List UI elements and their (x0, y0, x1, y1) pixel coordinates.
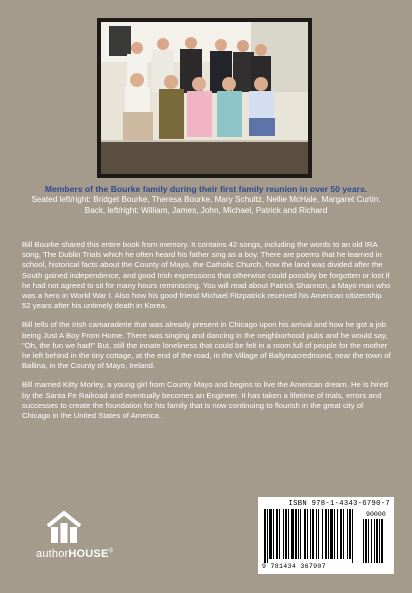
barcode-bar (264, 509, 266, 563)
barcode-bar (312, 509, 314, 559)
isbn-number: ISBN 978-1-4343-6790-7 (288, 500, 390, 508)
barcode-bar (288, 509, 289, 559)
publisher-name: authorHOUSE® (36, 548, 114, 560)
barcode-bar (328, 509, 329, 559)
barcode-bar (276, 509, 278, 559)
description-paragraph-2: Bill tells of the Irish camaraderie that was already present in Chicago upon his arrival and how he got a job being Just A Boy From Home. There was singing and dancing in the neighborhood pubs and he would say, "Oh, the fun we had!" But, still the innate loneliness that could be felt in a room full of people for the mother he left behind in the tiny cottage, at the end of the road, in the Village of Ballymacredmond, near the town of Ballina, in the County of Mayo, Ireland. (22, 320, 391, 371)
barcode-digits: 9 781434 367907 (262, 563, 326, 570)
barcode-bar (283, 509, 284, 559)
addon-bar (379, 519, 380, 563)
barcode-bar (349, 509, 351, 559)
barcode-bar (318, 509, 319, 559)
barcode-bar (330, 509, 333, 559)
family-photo-frame (97, 18, 312, 178)
barcode-bar (298, 509, 299, 559)
barcode-bar (337, 509, 338, 559)
barcode-bar (347, 509, 348, 559)
barcode-bar (343, 509, 344, 559)
addon-bar (381, 519, 383, 563)
description-paragraph-1: Bill Bourke shared this entire book from memory. It contains 42 songs, including the words to an old IRA song, The Dublin Trials which he often heard his father sing as a boy. There are poems that he learned in school, historical facts about the County of Mayo, the Catholic Church, how the land was divided after the South gained independence, and good Irish expressions that otherwise could possibly be forgotten or lost if he had not agreed to sit for many hours reminiscing. You will read about Patrick Shannon, a Mayo man who was a hero in World War I. Also how his good friend Michael Fitzpatrick received his American citizenship 52 years after his untimely death in Korea. (22, 240, 391, 311)
book-description (22, 240, 392, 430)
barcode-bar (279, 509, 280, 559)
price-code: 90000 (366, 511, 386, 518)
barcode-bar (267, 509, 268, 563)
barcode-bar (310, 509, 311, 559)
addon-bar (371, 519, 372, 563)
addon-bar (365, 519, 367, 563)
barcode-bar (340, 509, 342, 559)
barcode-bar (291, 509, 294, 559)
barcode-bar (300, 509, 301, 559)
addon-bar (376, 519, 378, 563)
family-reunion-photo (101, 22, 308, 174)
barcode-bar (352, 509, 353, 563)
caption-back: Back, left/right: William, James, John, Michael, Patrick and Richard (84, 205, 328, 215)
addon-bar (368, 519, 369, 563)
addon-bar (363, 519, 364, 563)
barcode-bar (325, 509, 327, 559)
barcode-bar (295, 509, 297, 559)
addon-bar (374, 519, 375, 563)
caption-seated: Seated left/right: Bridget Bourke, Theresa Bourke, Mary Schultz, Nellie McHale, Margaret Curtin. (31, 195, 381, 205)
barcode-bar (307, 509, 308, 559)
authorhouse-logo-icon (44, 510, 84, 546)
publisher-logo (36, 510, 116, 566)
isbn-barcode (258, 497, 394, 574)
barcode-bar (316, 509, 317, 559)
barcode-bar (304, 509, 306, 559)
barcode-bar (269, 509, 272, 559)
caption-title: Members of the Bourke family during their first family reunion in over 50 years. (44, 184, 368, 194)
barcode-bar (273, 509, 274, 559)
barcode-bar (334, 509, 335, 559)
barcode-bar (285, 509, 287, 559)
description-paragraph-3: Bill married Kitty Morley, a young girl from County Mayo and begins to live the American dream. He is hired by the Santa Fe Railroad and eventually becomes an Engineer. It has taken a lifetime of trials, errors and successes to create the foundation for his family that is now continuing to flourish in the great city of Chicago in the United States of America. (22, 380, 388, 421)
barcode-bars (262, 509, 390, 563)
photo-caption (8, 184, 404, 216)
barcode-bar (322, 509, 323, 559)
